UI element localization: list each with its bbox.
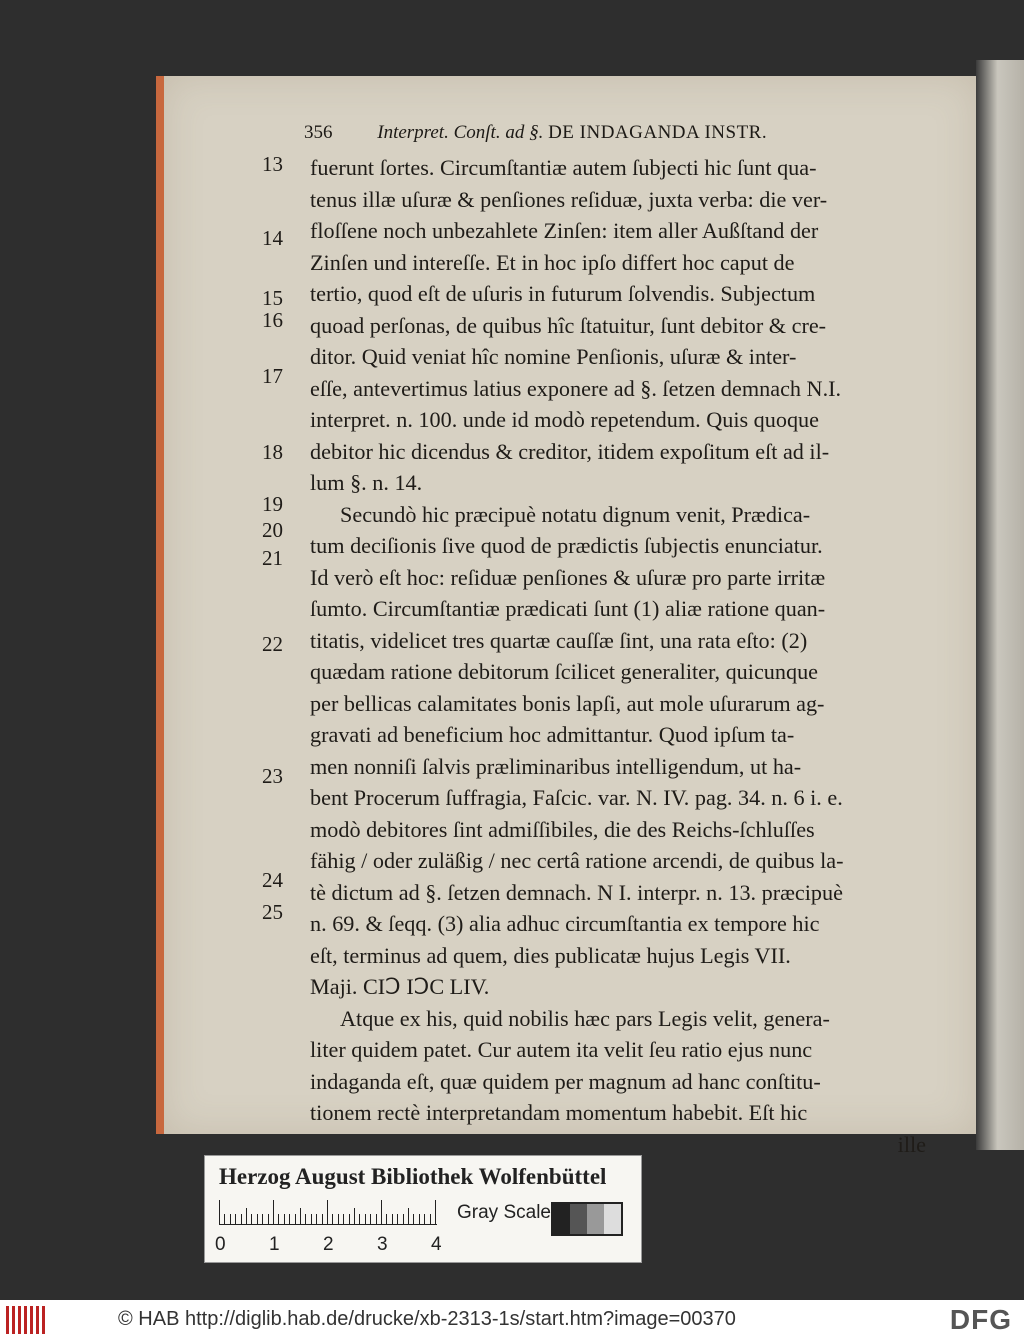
text-line: lum §. n. 14. <box>310 470 423 495</box>
ruler-tick <box>262 1214 263 1224</box>
text-line: tè dictum ad §. ſetzen demnach. N I. interpr. n. 13. præcipuè <box>310 879 843 905</box>
ruler-tick <box>295 1214 296 1224</box>
text-line: liter quidem patet. Cur autem ita velit ſeu ratio ejus nunc <box>310 1037 813 1062</box>
ruler-tick <box>316 1214 317 1224</box>
margin-number: 20 <box>262 518 283 542</box>
ruler-tick <box>278 1214 279 1224</box>
ruler-number: 2 <box>323 1234 334 1255</box>
ruler-tick <box>251 1214 252 1224</box>
text-line: quoad perſonas, de quibus hîc ſtatuitur, ſunt debitor & cre- <box>310 312 827 338</box>
dfg-logo: DFG <box>949 1304 1012 1335</box>
ruler-tick <box>289 1214 290 1224</box>
text-line: ditor. Quid veniat hîc nomine Penſionis, uſuræ & inter- <box>310 344 797 369</box>
running-head-title: DE INDAGANDA INSTR. <box>548 122 768 143</box>
text-line: interpret. n. 100. unde id modò repetendum. Quis quoque <box>310 407 819 432</box>
gray-scale-label: Gray Scale <box>457 1202 551 1223</box>
ruler-tick <box>408 1208 409 1224</box>
text-line: eſt, terminus ad quem, dies publicatæ hujus Legis VII. <box>310 942 791 968</box>
footer-bar <box>0 1300 1024 1342</box>
ruler-number: 4 <box>431 1234 442 1255</box>
ruler-tick <box>386 1214 387 1224</box>
ruler-tick <box>354 1208 355 1224</box>
ruler-tick <box>284 1214 285 1224</box>
ruler-tick <box>327 1200 328 1224</box>
text-line: n. 69. & ſeqq. (3) alia adhuc circumſtantia ex tempore hic <box>310 911 820 936</box>
ruler-tick <box>343 1214 344 1224</box>
ruler-tick <box>235 1214 236 1224</box>
running-head-italic: Interpret. Conſt. ad §. <box>377 122 544 143</box>
margin-number: 23 <box>262 764 283 788</box>
text-line: quædam ratione debitorum ſcilicet generaliter, quicunque <box>310 659 819 684</box>
page-body-text <box>310 152 926 1160</box>
ruler-tick <box>257 1214 258 1224</box>
ruler-tick <box>332 1214 333 1224</box>
margin-number: 13 <box>262 152 283 176</box>
text-line: tum deciſionis ſive quod de prædictis ſubjectis enunciatur. <box>310 533 823 558</box>
text-line: men nonniſi ſalvis præliminaribus intelligendum, ut ha- <box>310 753 802 779</box>
gray-scale-swatch <box>551 1202 623 1236</box>
text-line: debitor hic dicendus & creditor, itidem expoſitum eſt ad il- <box>310 438 830 464</box>
text-line: Maji. CIↃ IↃC LIV. <box>310 974 490 999</box>
ruler-tick <box>397 1214 398 1224</box>
ruler-tick <box>338 1214 339 1224</box>
ruler-tick <box>300 1208 301 1224</box>
margin-number: 19 <box>262 492 283 516</box>
adjacent-page-edge <box>976 60 1024 1150</box>
margin-number: 18 <box>262 440 283 464</box>
margin-number: 21 <box>262 546 283 570</box>
text-line: bent Procerum ſuffragia, Faſcic. var. N. IV. pag. 34. n. 6 i. e. <box>310 785 843 810</box>
margin-number: 16 <box>262 308 283 332</box>
running-head <box>304 122 864 144</box>
ruler-tick <box>413 1214 414 1224</box>
ruler-tick <box>311 1214 312 1224</box>
catchword: ille <box>897 1131 926 1157</box>
ruler-tick <box>365 1214 366 1224</box>
ruler-tick <box>359 1214 360 1224</box>
margin-number: 24 <box>262 868 283 892</box>
ruler-tick <box>430 1214 431 1224</box>
ruler-tick <box>381 1200 382 1224</box>
hab-logo-icon <box>6 1306 46 1334</box>
ruler-tick <box>392 1214 393 1224</box>
ruler-number: 0 <box>215 1234 226 1255</box>
ruler-tick <box>305 1214 306 1224</box>
ruler <box>219 1198 437 1225</box>
ruler-tick <box>349 1214 350 1224</box>
library-color-card <box>204 1155 642 1263</box>
text-line: fähig / oder zuläßig / nec certâ ratione arcendi, de quibus la- <box>310 848 844 873</box>
margin-number: 14 <box>262 226 283 250</box>
ruler-number: 1 <box>269 1234 280 1255</box>
text-line: fuerunt ſortes. Circumſtantiæ autem ſubjecti hic ſunt qua- <box>310 155 817 180</box>
page-number: 356 <box>304 122 333 143</box>
text-line: modò debitores ſint admiſſibiles, die des Reichs-ſchluſſes <box>310 816 815 842</box>
ruler-tick <box>419 1214 420 1224</box>
ruler-tick <box>219 1200 220 1224</box>
text-line: tertio, quod eſt de uſuris in futurum ſolvendis. Subjectum <box>310 281 816 306</box>
ruler-tick <box>370 1214 371 1224</box>
margin-number: 22 <box>262 632 283 656</box>
ruler-tick <box>403 1214 404 1224</box>
margin-number: 25 <box>262 900 283 924</box>
ruler-tick <box>322 1214 323 1224</box>
ruler-number: 3 <box>377 1234 388 1255</box>
text-line: Id verò eſt hoc: reſiduæ penſiones & uſuræ pro parte irritæ <box>310 564 826 590</box>
text-line: Zinſen und intereſſe. Et in hoc ipſo differt hoc caput de <box>310 249 795 275</box>
text-line: tenus illæ uſuræ & penſiones reſiduæ, juxta verba: die ver- <box>310 186 828 212</box>
ruler-tick <box>246 1208 247 1224</box>
ruler-tick <box>273 1200 274 1224</box>
copyright-link[interactable]: © HAB http://diglib.hab.de/drucke/xb-2313-1s/start.htm?image=00370 <box>118 1308 736 1330</box>
text-line: Atque ex his, quid nobilis hæc pars Legis velit, genera- <box>340 1005 830 1031</box>
text-line: Secundò hic præcipuè notatu dignum venit, Prædica- <box>340 501 811 527</box>
institution-name: Herzog August Bibliothek Wolfenbüttel <box>219 1164 607 1189</box>
text-line: floſſene noch unbezahlete Zinſen: item aller Außſtand der <box>310 218 819 243</box>
margin-number: 15 <box>262 286 283 310</box>
ruler-tick <box>435 1200 436 1224</box>
text-line: eſſe, antevertimus latius exponere ad §. ſetzen demnach N.I. <box>310 375 842 401</box>
text-line: tionem rectè interpretandam momentum habebit. Eſt hic <box>310 1100 808 1125</box>
text-line: gravati ad beneficium hoc admittantur. Quod ipſum ta- <box>310 722 795 747</box>
ruler-tick <box>241 1214 242 1224</box>
ruler-tick <box>268 1214 269 1224</box>
margin-number: 17 <box>262 364 283 388</box>
text-line: titatis, videlicet tres quartæ cauſſæ ſint, una rata eſto: (2) <box>310 627 808 653</box>
ruler-tick <box>376 1214 377 1224</box>
ruler-tick <box>424 1214 425 1224</box>
text-line: per bellicas calamitates bonis lapſi, aut mole uſurarum ag- <box>310 690 825 716</box>
ruler-tick <box>224 1214 225 1224</box>
text-line: ſumto. Circumſtantiæ prædicati ſunt (1) aliæ ratione quan- <box>310 596 826 621</box>
ruler-tick <box>230 1214 231 1224</box>
text-line: indaganda eſt, quæ quidem per magnum ad hanc conſtitu- <box>310 1068 821 1094</box>
